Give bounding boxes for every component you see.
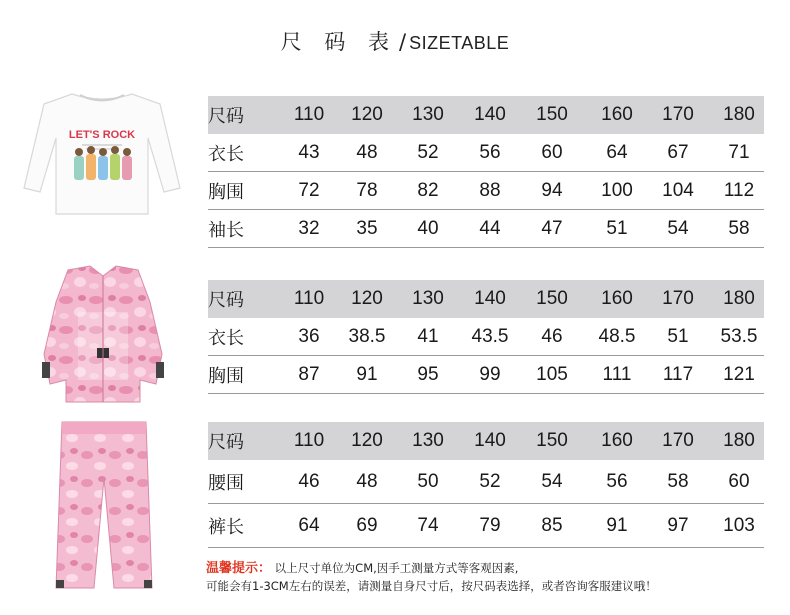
size-180: 180 xyxy=(723,104,755,125)
title-en: SIZETABLE xyxy=(409,33,510,53)
tip-text-2: 可能会有1-3CM左右的误差，请测量自身尺寸后，按尺码表选择，或者咨询客服建议哦！ xyxy=(206,579,657,593)
header-label: 尺码 xyxy=(208,106,244,127)
size-180: 180 xyxy=(723,430,755,451)
table-cell: 72 xyxy=(298,180,320,201)
size-160: 160 xyxy=(601,104,633,125)
table-cell: 43.5 xyxy=(471,326,509,347)
tip-line-2 xyxy=(206,578,657,594)
vest-image xyxy=(28,262,178,412)
table-cell: 38.5 xyxy=(348,326,386,347)
table-cell: 87 xyxy=(298,364,320,385)
table-cell: 104 xyxy=(662,180,694,201)
size-180: 180 xyxy=(723,288,755,309)
table-cell: 58 xyxy=(728,218,750,239)
table-cell: 78 xyxy=(356,180,378,201)
table-cell: 121 xyxy=(723,364,755,385)
title-separator: / xyxy=(399,30,408,54)
table-cell: 41 xyxy=(417,326,439,347)
size-120: 120 xyxy=(351,288,383,309)
table-cell: 48.5 xyxy=(598,326,636,347)
table-cell: 58 xyxy=(667,471,689,492)
size-140: 140 xyxy=(474,430,506,451)
table-cell: 67 xyxy=(667,142,689,163)
size-table-pants xyxy=(208,422,764,548)
tip-prefix: 温馨提示： xyxy=(206,561,272,576)
table-cell: 74 xyxy=(417,515,439,536)
table-cell: 97 xyxy=(667,515,689,536)
size-table-top xyxy=(208,96,764,248)
size-150: 150 xyxy=(536,288,568,309)
size-110: 110 xyxy=(293,288,325,309)
size-table-vest xyxy=(208,280,764,394)
table-cell: 91 xyxy=(606,515,628,536)
page-title xyxy=(0,26,790,56)
tshirt-print-text: LET'S ROCK xyxy=(68,129,136,141)
table-cell: 64 xyxy=(606,142,628,163)
size-130: 130 xyxy=(412,430,444,451)
size-150: 150 xyxy=(536,104,568,125)
tip-line-1 xyxy=(206,557,518,576)
table-header-row xyxy=(208,280,764,318)
table-row xyxy=(208,356,764,394)
size-140: 140 xyxy=(474,288,506,309)
size-120: 120 xyxy=(351,430,383,451)
table-cell: 47 xyxy=(541,218,563,239)
table-cell: 105 xyxy=(536,364,568,385)
table-cell: 43 xyxy=(298,142,320,163)
table-cell: 99 xyxy=(479,364,501,385)
size-160: 160 xyxy=(601,288,633,309)
table-cell: 91 xyxy=(356,364,378,385)
table-cell: 112 xyxy=(723,180,755,201)
table-row xyxy=(208,318,764,356)
title-cn: 尺 码 表 xyxy=(280,30,398,54)
size-130: 130 xyxy=(412,104,444,125)
table-row xyxy=(208,504,764,548)
pants-image xyxy=(52,418,156,594)
size-150: 150 xyxy=(536,430,568,451)
table-cell: 60 xyxy=(541,142,563,163)
table-cell: 40 xyxy=(417,218,439,239)
row-label: 胸围 xyxy=(208,182,244,203)
table-row xyxy=(208,460,764,504)
table-cell: 85 xyxy=(541,515,563,536)
header-label: 尺码 xyxy=(208,432,244,453)
table-cell: 82 xyxy=(417,180,439,201)
table-cell: 100 xyxy=(601,180,633,201)
table-row xyxy=(208,210,764,248)
table-cell: 48 xyxy=(356,471,378,492)
size-170: 170 xyxy=(662,104,694,125)
size-130: 130 xyxy=(412,288,444,309)
row-label: 衣长 xyxy=(208,144,244,165)
size-120: 120 xyxy=(351,104,383,125)
size-160: 160 xyxy=(601,430,633,451)
table-cell: 46 xyxy=(298,471,320,492)
table-cell: 54 xyxy=(667,218,689,239)
table-cell: 56 xyxy=(606,471,628,492)
table-cell: 103 xyxy=(723,515,755,536)
table-cell: 69 xyxy=(356,515,378,536)
size-140: 140 xyxy=(474,104,506,125)
table-cell: 88 xyxy=(479,180,501,201)
table-cell: 46 xyxy=(541,326,563,347)
table-cell: 32 xyxy=(298,218,320,239)
row-label: 裤长 xyxy=(208,517,244,538)
table-cell: 48 xyxy=(356,142,378,163)
table-cell: 52 xyxy=(417,142,439,163)
table-cell: 35 xyxy=(356,218,378,239)
size-170: 170 xyxy=(662,430,694,451)
table-header-row xyxy=(208,96,764,134)
table-cell: 60 xyxy=(728,471,750,492)
row-label: 衣长 xyxy=(208,328,244,349)
table-cell: 56 xyxy=(479,142,501,163)
size-110: 110 xyxy=(293,430,325,451)
size-110: 110 xyxy=(293,104,325,125)
table-cell: 54 xyxy=(541,471,563,492)
table-row xyxy=(208,172,764,210)
cartoon-figures xyxy=(74,146,132,180)
row-label: 袖长 xyxy=(208,220,244,241)
table-cell: 50 xyxy=(417,471,439,492)
table-cell: 117 xyxy=(662,364,694,385)
tip-text-1: 以上尺寸单位为CM,因手工测量方式等客观因素, xyxy=(274,561,519,575)
tshirt-image xyxy=(22,88,182,218)
row-label: 腰围 xyxy=(208,473,244,494)
size-170: 170 xyxy=(662,288,694,309)
table-cell: 95 xyxy=(417,364,439,385)
table-cell: 64 xyxy=(298,515,320,536)
table-cell: 52 xyxy=(479,471,501,492)
table-cell: 44 xyxy=(479,218,501,239)
table-cell: 51 xyxy=(667,326,689,347)
table-cell: 79 xyxy=(479,515,501,536)
row-label: 胸围 xyxy=(208,366,244,387)
table-cell: 51 xyxy=(606,218,628,239)
table-cell: 53.5 xyxy=(720,326,758,347)
table-cell: 36 xyxy=(298,326,320,347)
table-row xyxy=(208,134,764,172)
header-label: 尺码 xyxy=(208,290,244,311)
table-cell: 94 xyxy=(541,180,563,201)
table-header-row xyxy=(208,422,764,460)
table-cell: 111 xyxy=(602,364,632,385)
table-cell: 71 xyxy=(728,142,750,163)
